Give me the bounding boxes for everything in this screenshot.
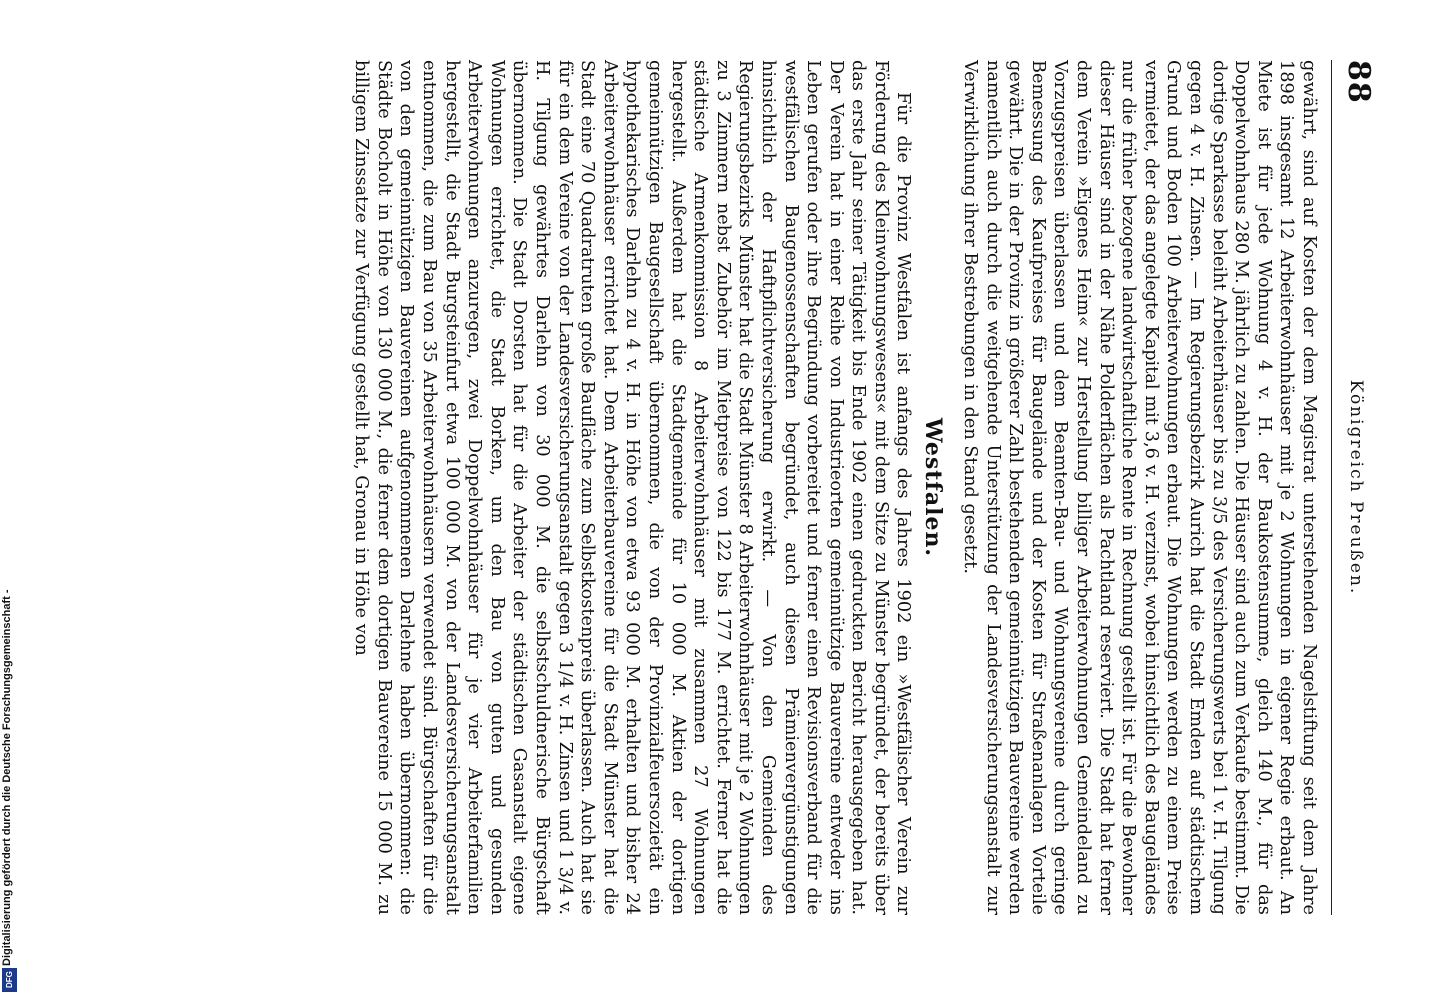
dfg-logo: DFG <box>2 968 17 992</box>
page-body <box>350 60 1320 915</box>
running-head: Königreich Preußen. <box>1346 379 1366 596</box>
paragraph-1: gewährt, sind auf Kosten der dem Magistrat unterstehenden Nagelstiftung seit dem Jahre 1898 insgesamt 12 Arbeiterwohnhäuser mit je 2 Wohnungen in eigener Regie erbaut. An Miete ist für jede Wohnung 4 v. H. der Baukostensumme, gleich 140 M., für das Doppelwohnhaus 280 M. jährlich zu zahlen. Die Häuser sind auch zum Verkaufe bestimmt. Die dortige Sparkasse beleiht Arbeiterhäuser bis zu 3/5 des Versicherungswerts bei 1 v. H. Tilgung gegen 4 v. H. Zinsen. — Im Regierungsbezirk Aurich hat die Stadt Emden auf städtischem Grund und Boden 100 Arbeiterwohnungen erbaut. Die Wohnungen werden zu einem Preise vermietet, der das angelegte Kapital mit 3,6 v. H. verzinst, wobei hinsichtlich des Baugeländes nur die früher bezogene landwirtschaftliche Rente in Rechnung gestellt ist. Für die Bewohner dieser Häuser sind in der Nähe Polderflächen als Pachtland reserviert. Die Stadt hat ferner dem Verein »Eigenes Heim« zur Herstellung billiger Arbeiterwohnungen Gemeindeland zu Vorzugspreisen überlassen und dem Beamten-Bau- und Wohnungsvereine durch geringe Bemessung des Kaufpreises für Baugelände und der Kosten für Straßenanlagen Vorteile gewährt. Die in der Provinz in größerer Zahl bestehenden gemeinnützigen Bauvereine werden namentlich auch durch die weitgehende Unterstützung der Landesversicherungsanstalt zur Verwirklichung ihrer Bestrebungen in den Stand gesetzt. <box>960 60 1319 915</box>
digitization-footer <box>0 0 20 1000</box>
section-heading: Westfalen. <box>920 417 947 558</box>
paragraph-2: Für die Provinz Westfalen ist anfangs des Jahres 1902 ein »Westfälischer Verein zur Förderung des Kleinwohnungswesens« mit dem Sitze zu Münster begründet, der bereits über das erste Jahr seiner Tätigkeit bis Ende 1902 einen gedruckten Bericht herausgegeben hat. Der Verein hat in einer Reihe von Industrieorten gemeinnützige Bauvereine entweder ins Leben gerufen oder ihre Begründung vorbereitet und ferner einen Revisionsverband für die westfälischen Baugenossenschaften begründet, auch diesen Prämienvergünstigungen hinsichtlich der Haftpflichtversicherung erwirkt. — Von den Gemeinden des Regierungsbezirks Münster hat die Stadt Münster 8 Arbeiterwohnhäuser mit je 2 Wohnungen zu 3 Zimmern nebst Zubehör im Mietpreise von 122 bis 177 M. errichtet. Ferner hat die städtische Armenkommission 8 Arbeiterwohnhäuser mit zusammen 27 Wohnungen hergestellt. Außerdem hat die Stadtgemeinde für 10 000 M. Aktien der dortigen gemeinnützigen Baugesellschaft übernommen, die von der Provinzialfeuersozietät ein hypothekarisches Darlehn zu 4 v. H. in Höhe von etwa 93 000 M. erhalten und bisher 24 Arbeiterwohnhäuser errichtet hat. Dem Arbeiterbauvereine für die Stadt Münster hat die Stadt eine 70 Quadratruten große Baufläche zum Selbstkostenpreis überlassen. Auch hat sie für ein dem Vereine von der Landesversicherungsanstalt gegen 3 1/4 v. H. Zinsen und 1 3/4 v. H. Tilgung gewährtes Darlehn von 30 000 M. die selbstschuldnerische Bürgschaft übernommen. Die Stadt Dorsten hat für die Arbeiter der städtischen Gasanstalt eigene Wohnungen errichtet, die Stadt Borken, um den Bau von guten und gesunden Arbeiterwohnungen anzuregen, zwei Doppelwohnhäuser für je vier Arbeiterfamilien hergestellt, die Stadt Burgsteinfurt etwa 100 000 M. von der Landesversicherungsanstalt entnommen, die zum Bau von 35 Arbeiterwohnhäusern verwendet sind. Bürgschaften für die von den gemeinnützigen Bauvereinen aufgenommenen Darlehne haben übernommen: die Städte Bocholt in Höhe von 130 000 M., die ferner dem dortigen Bauvereine 15 000 M. zu billigem Zinssatze zur Verfügung gestellt hat, Gronau in Höhe von <box>351 60 914 915</box>
header-rule <box>1331 60 1332 915</box>
page-number: 88 <box>1341 60 1376 104</box>
footer-credit: Digitalisierung gefördert durch die Deutsche Forschungsgemeinschaft - <box>1 589 13 966</box>
page-header <box>1324 60 1380 915</box>
